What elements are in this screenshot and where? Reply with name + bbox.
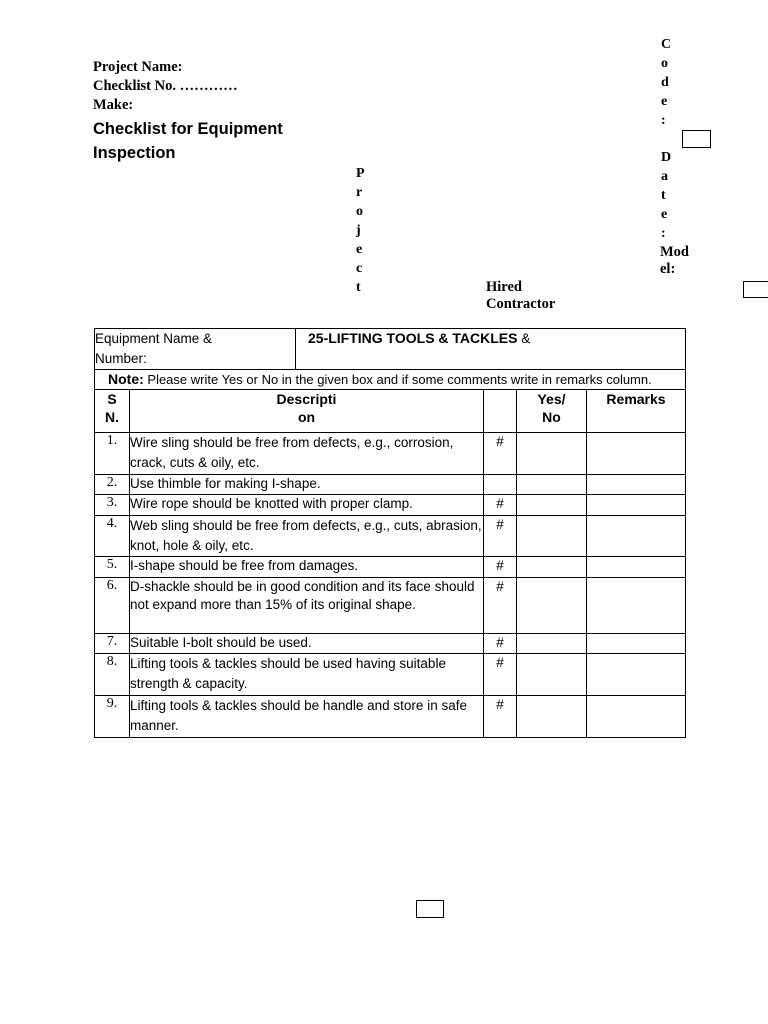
yes-no-cell[interactable] <box>517 696 587 738</box>
yes-no-cell[interactable] <box>517 557 587 578</box>
table-row <box>95 516 686 557</box>
column-header-row <box>95 390 686 433</box>
note-row <box>95 370 686 390</box>
model-label-line2: el: <box>660 261 676 277</box>
remarks-cell[interactable] <box>587 557 686 578</box>
document-title-line1: Checklist for Equipment <box>93 120 283 138</box>
equipment-label-line1: Equipment Name & <box>95 331 213 346</box>
row-mark: # <box>484 433 517 475</box>
yes-no-cell[interactable] <box>517 433 587 475</box>
note-label: Note: <box>108 371 144 387</box>
sn-header: S N. <box>95 390 130 433</box>
row-description: I-shape should be free from damages. <box>130 557 484 578</box>
yes-no-cell[interactable] <box>517 495 587 516</box>
make-label: Make: <box>93 97 134 113</box>
checklist-table <box>94 328 686 738</box>
remarks-cell[interactable] <box>587 433 686 475</box>
document-title-line2: Inspection <box>93 144 176 162</box>
code-input-box[interactable] <box>682 130 711 148</box>
table-row <box>95 557 686 578</box>
description-header: Descripti on <box>130 390 484 433</box>
row-mark: # <box>484 516 517 557</box>
yes-no-header: Yes/ No <box>517 390 587 433</box>
table-row <box>95 634 686 654</box>
remarks-cell[interactable] <box>587 495 686 516</box>
table-row <box>95 696 686 738</box>
row-sn: 8. <box>95 654 130 696</box>
row-description: Wire sling should be free from defects, e.g., corrosion, crack, cuts & oily, etc. <box>130 433 484 475</box>
equipment-label-cell <box>95 329 296 370</box>
yes-no-cell[interactable] <box>517 634 587 654</box>
row-description: Lifting tools & tackles should be used having suitable strength & capacity. <box>130 654 484 696</box>
row-description: Web sling should be free from defects, e.g., cuts, abrasion, knot, hole & oily, etc. <box>130 516 484 557</box>
row-mark <box>484 475 517 495</box>
row-sn: 4. <box>95 516 130 557</box>
row-description: Lifting tools & tackles should be handle and store in safe manner. <box>130 696 484 738</box>
hired-contractor-line2: Contractor <box>486 296 556 312</box>
remarks-cell[interactable] <box>587 696 686 738</box>
date-label-vertical: D a t e : <box>661 150 672 241</box>
note-cell <box>95 370 686 390</box>
row-mark: # <box>484 634 517 654</box>
table-row <box>95 578 686 634</box>
row-sn: 7. <box>95 634 130 654</box>
checklist-no-label: Checklist No. ………… <box>93 78 238 94</box>
table-row <box>95 475 686 495</box>
yes-no-cell[interactable] <box>517 475 587 495</box>
row-mark: # <box>484 654 517 696</box>
equipment-value-suffix: & <box>517 331 531 346</box>
equipment-label-line2: Number: <box>95 351 147 366</box>
note-text: Please write Yes or No in the given box and if some comments write in remarks column. <box>143 372 652 387</box>
row-description: Suitable I-bolt should be used. <box>130 634 484 654</box>
row-sn: 3. <box>95 495 130 516</box>
row-mark: # <box>484 696 517 738</box>
bottom-input-box[interactable] <box>416 900 444 918</box>
row-sn: 2. <box>95 475 130 495</box>
row-sn: 1. <box>95 433 130 475</box>
equipment-row <box>95 329 686 370</box>
remarks-cell[interactable] <box>587 516 686 557</box>
code-label-vertical: C o d e : <box>661 37 672 128</box>
remarks-cell[interactable] <box>587 475 686 495</box>
equipment-value-cell[interactable] <box>296 329 686 370</box>
row-mark: # <box>484 578 517 634</box>
table-row <box>95 654 686 696</box>
row-description: D-shackle should be in good condition and its face should not expand more than 15% of its original shape. <box>130 578 484 634</box>
row-mark: # <box>484 495 517 516</box>
hired-contractor-line1: Hired <box>486 279 522 295</box>
project-label-vertical: P r o j e c t <box>356 166 365 295</box>
row-description: Use thimble for making I-shape. <box>130 475 484 495</box>
row-mark: # <box>484 557 517 578</box>
remarks-cell[interactable] <box>587 578 686 634</box>
mark-header <box>484 390 517 433</box>
table-row <box>95 433 686 475</box>
remarks-cell[interactable] <box>587 634 686 654</box>
equipment-value: 25-LIFTING TOOLS & TACKLES <box>308 330 518 346</box>
project-name-label: Project Name: <box>93 59 183 75</box>
yes-no-cell[interactable] <box>517 654 587 696</box>
model-input-box[interactable] <box>743 281 768 298</box>
yes-no-cell[interactable] <box>517 578 587 634</box>
yes-no-cell[interactable] <box>517 516 587 557</box>
row-description: Wire rope should be knotted with proper clamp. <box>130 495 484 516</box>
remarks-cell[interactable] <box>587 654 686 696</box>
row-sn: 9. <box>95 696 130 738</box>
remarks-header: Remarks <box>587 390 686 433</box>
row-sn: 6. <box>95 578 130 634</box>
table-row <box>95 495 686 516</box>
row-sn: 5. <box>95 557 130 578</box>
model-label-line1: Mod <box>660 244 689 260</box>
